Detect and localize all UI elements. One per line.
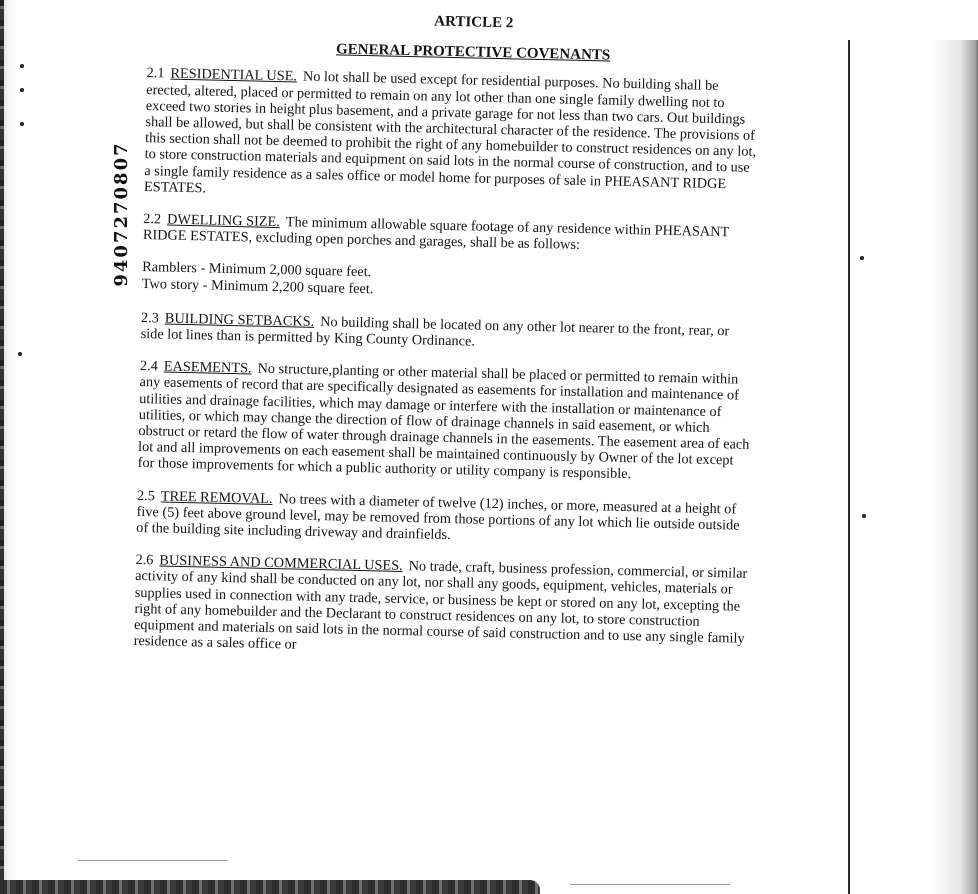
scan-speck: [860, 256, 864, 260]
section-heading: BUILDING SETBACKS.: [164, 310, 315, 330]
section-number: 2.1: [146, 65, 165, 82]
section-text: No trees with a diameter of twelve (12) inches, or more, measured at a height of five (5) feet above ground level, may be removed from those portions of any lot which lie outside outside of the building site including driveway and drainfields.: [136, 490, 740, 544]
document-number: 9407270807: [111, 141, 132, 287]
section-tree-removal: [136, 488, 749, 550]
section-text: No structure,planting or other material shall be placed or permitted to remain within any easements of record that are specifically designated as easements for installation and maintenance of utilities and drainage facilities, which may damage or interfere with the installation or maintenance of utilities, or which may change the direction of flow of drainage channels in said easement, or which obstruct or retard the flow of water through drainage channels in the easements. The easement area of each lot and all improvements on each easement shall be maintained continuously by Owner of the lot except for those improvements for which a public authority or utility company is responsible.: [137, 360, 750, 483]
scan-left-edge: [0, 0, 34, 894]
document-body: [133, 7, 760, 679]
scan-speck: [18, 352, 22, 356]
section-number: 2.4: [139, 358, 158, 375]
section-number: 2.5: [136, 487, 156, 505]
section-heading: DWELLING SIZE.: [166, 211, 281, 231]
dwelling-size-list: [142, 259, 755, 305]
section-residential-use: [144, 65, 759, 208]
section-text: No trade, craft, business profession, commercial, or similar activity of any kind shall be conducted on any lot, nor shall any goods, equipment, vehicles, materials or supplies used in connection with any trade, service, or business be kept or stored on any lot, excepting the right of any homebuilder and the Declarant to construct residences on any lot, to store construction equipment and materials on said lots in the normal course of said construction and to use any single family residence as a sales office or: [133, 558, 748, 653]
section-text: No lot shall be used except for residential purposes. No building shall be erected, altered, placed or permitted to remain on any lot other than one single family dwelling not to exceed two stories in height plus basement, and a private garage for not less than two cars. Out buildings shall be allowed, but shall be consistent with the architectural character of the residence. The provisions of this section shall not be deemed to prohibit the right of any homebuilder to construct residences on any lot, to store construction materials and equipment on said lots in the normal course of construction, and to use a single family residence as a sales office or model home for purposes of sale in PHEASANT RIDGE ESTATES.: [143, 68, 757, 197]
section-number: 2.6: [135, 552, 154, 569]
section-heading: RESIDENTIAL USE.: [170, 65, 298, 85]
scan-speck: [20, 88, 24, 92]
scan-right-crease: [848, 40, 850, 894]
section-dwelling-size: [143, 211, 756, 257]
scan-right-edge: [930, 40, 978, 894]
scan-speck: [862, 514, 866, 518]
section-number: 2.3: [140, 309, 160, 327]
section-text: The minimum allowable square footage of any residence within PHEASANT RIDGE ESTATES, excluding open porches and garages, shall be as follows:: [142, 214, 730, 254]
size-line-ramblers: Ramblers - Minimum 2,000 square feet.: [141, 259, 372, 281]
scan-speck: [20, 122, 24, 126]
section-heading: BUSINESS AND COMMERCIAL USES.: [159, 552, 403, 575]
scan-speck: [20, 64, 24, 68]
section-easements: [138, 358, 752, 485]
section-building-setbacks: [140, 310, 753, 356]
section-text: No building shall be located on any other lot nearer to the front, rear, or side lot lines than is permitted by King County Ordinance.: [140, 313, 730, 350]
section-number: 2.2: [143, 211, 162, 228]
article-subtitle: GENERAL PROTECTIVE COVENANTS: [335, 41, 611, 64]
section-heading: TREE REMOVAL.: [160, 488, 273, 507]
section-business-commercial-uses: [134, 552, 748, 663]
article-title: ARTICLE 2: [434, 13, 514, 32]
scan-left-border: [0, 0, 4, 894]
scan-smudge: [78, 860, 228, 861]
scan-bottom-edge: [0, 880, 540, 894]
size-line-two-story: Two story - Minimum 2,200 square feet.: [141, 275, 374, 297]
scan-smudge: [570, 884, 730, 885]
section-heading: EASEMENTS.: [163, 358, 252, 377]
